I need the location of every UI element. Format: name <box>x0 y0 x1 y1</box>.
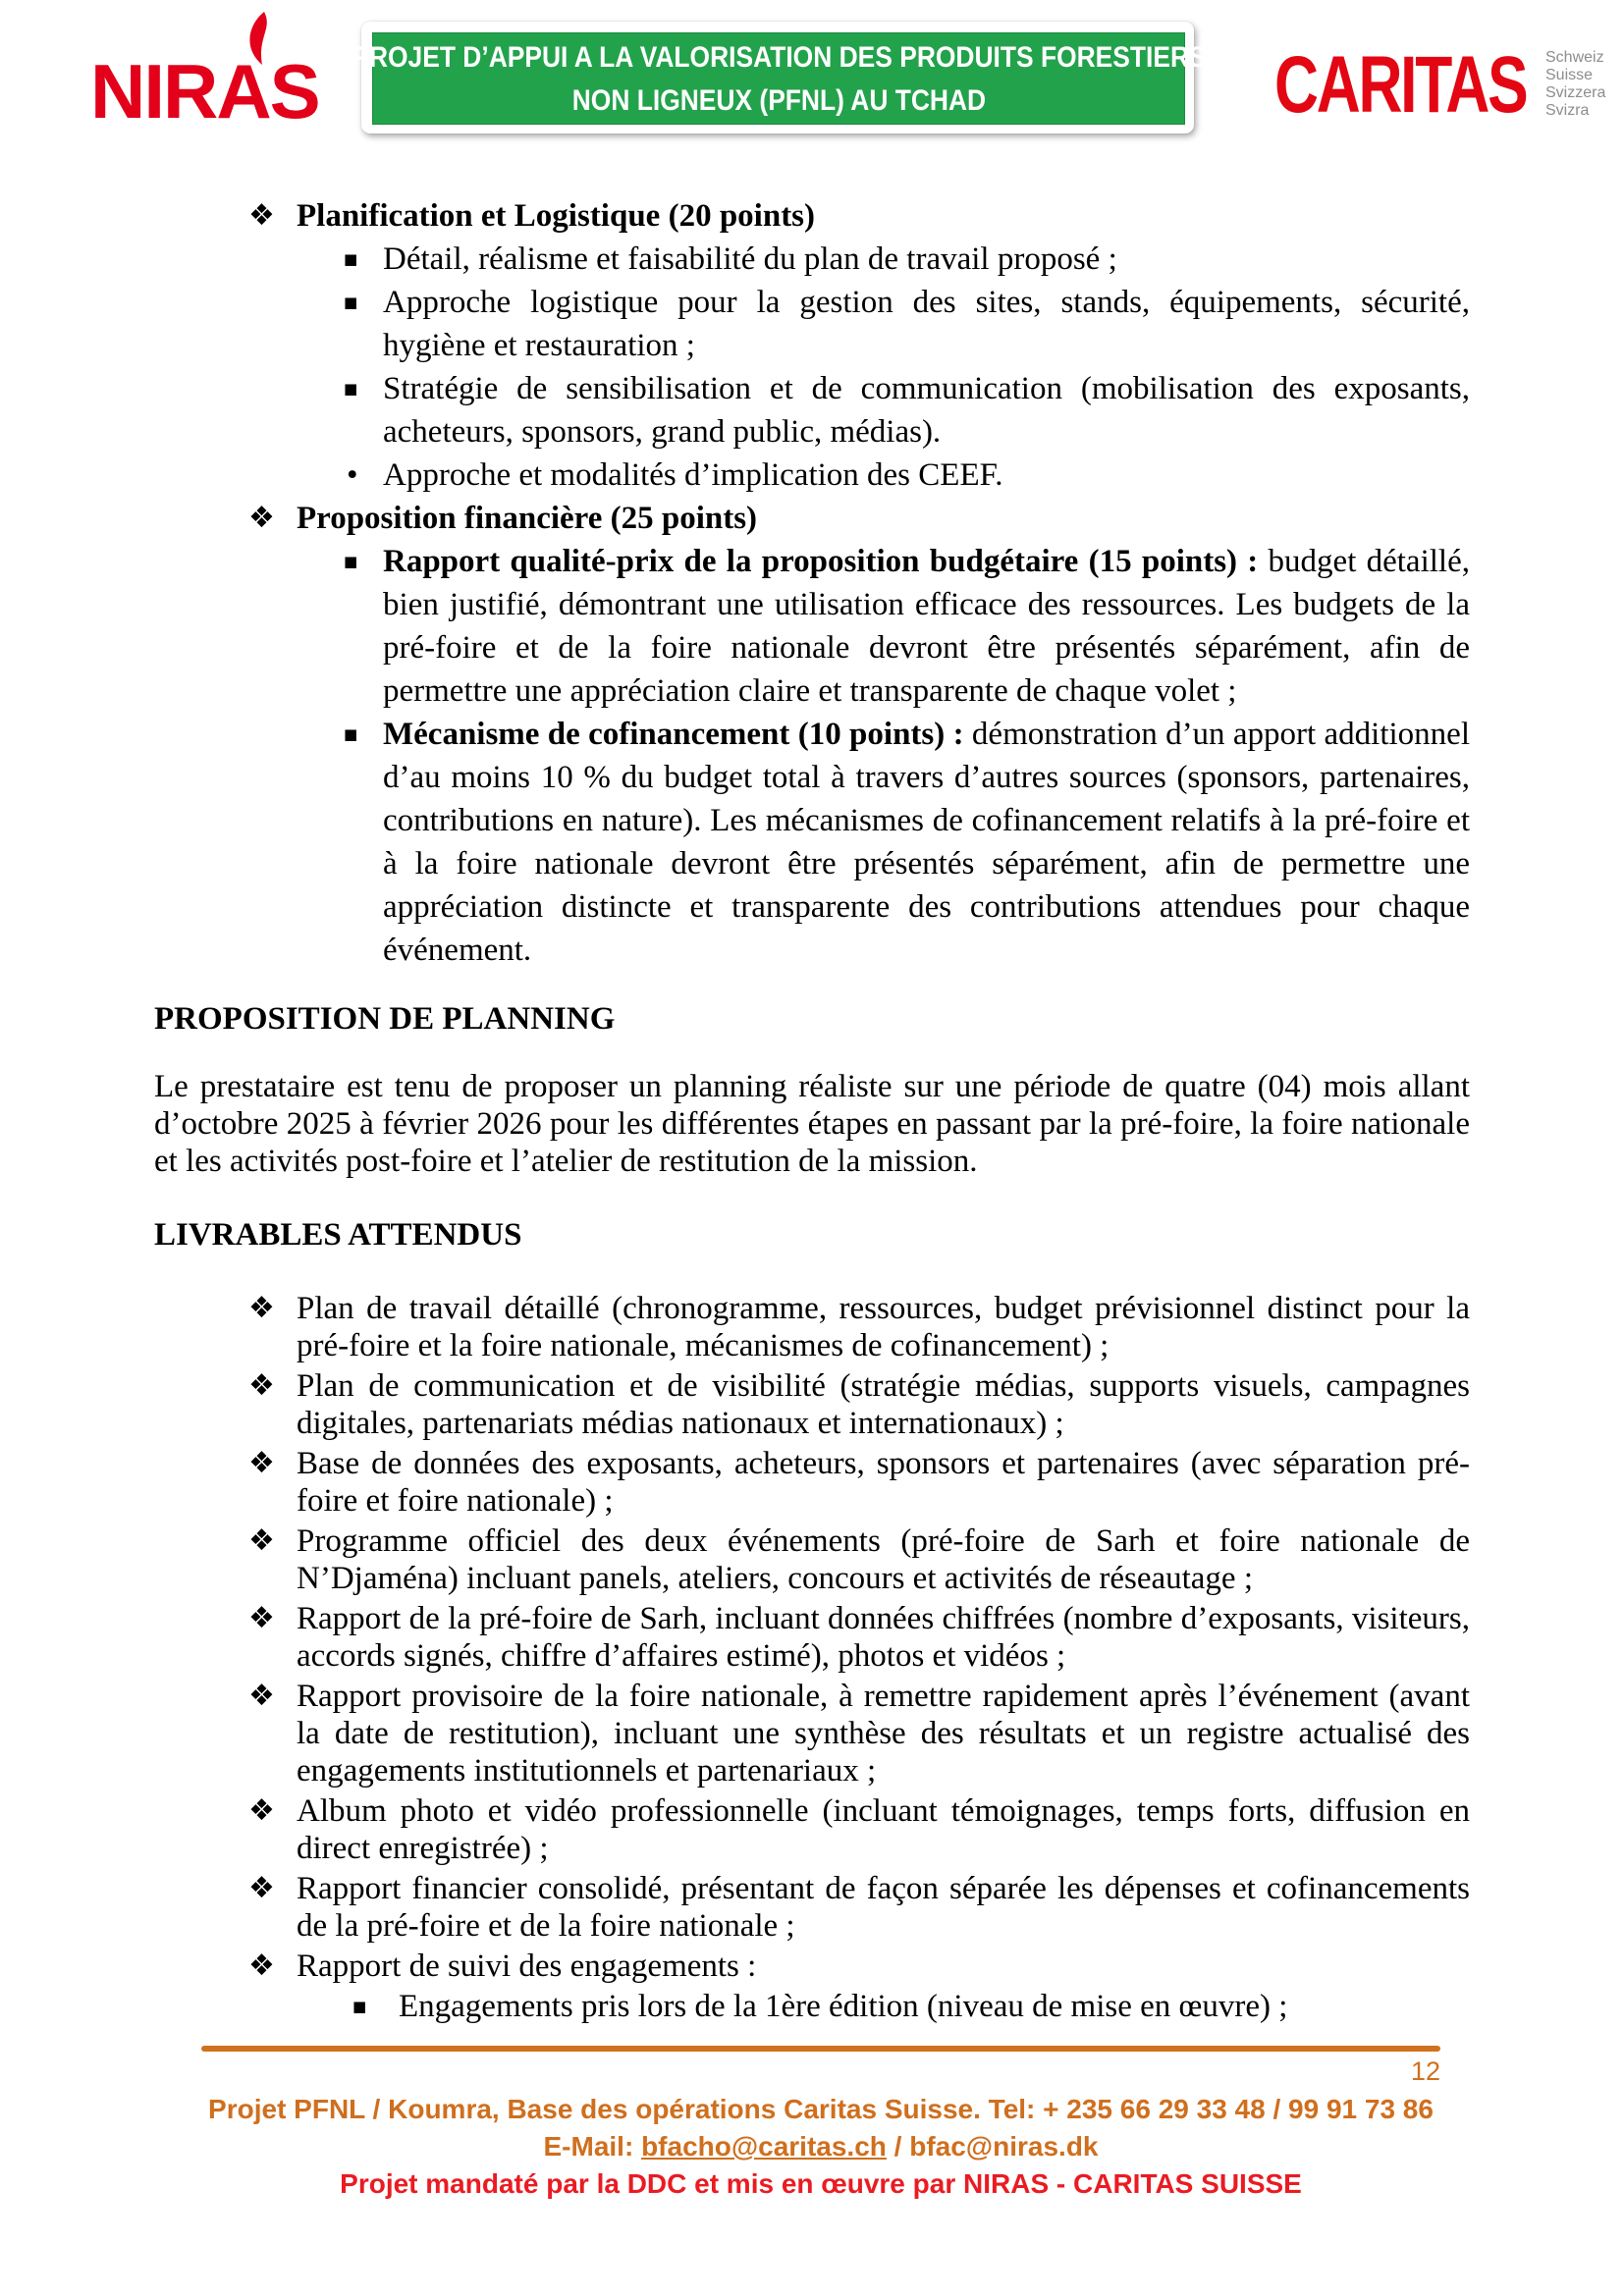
banner-title-line2: NON LIGNEUX (PFNL) AU TCHAD <box>571 83 986 117</box>
bullet-item-lead: Mécanisme de cofinancement (10 points) : <box>383 717 964 752</box>
list-item-text: Rapport de la pré-foire de Sarh, incluant données chiffrées (nombre d’exposants, visiteurs, accords signés, chiffre d’affaires estimé), photos et vidéos ; <box>297 1601 1470 1674</box>
banner-title-line1: PROJET D’APPUI A LA VALORISATION DES PRODUITS FORESTIERS <box>351 40 1207 74</box>
list-item <box>154 1948 1470 1985</box>
evaluation-criteria-section <box>154 194 1470 972</box>
diamond-bullet-icon: ❖ <box>248 1368 275 1403</box>
livrables-section-heading: LIVRABLES ATTENDUS <box>154 1217 522 1253</box>
footer-email-prefix: E-Mail: <box>543 2131 642 2162</box>
diamond-bullet-icon: ❖ <box>248 1949 275 1983</box>
square-bullet-icon: ■ <box>344 553 358 570</box>
caritas-logo-subtext <box>1545 49 1605 120</box>
footer-mandate-line: Projet mandaté par la DDC et mis en œuvre par NIRAS - CARITAS SUISSE <box>340 2168 1302 2199</box>
list-item-text: Rapport provisoire de la foire nationale, à remettre rapidement après l’événement (avant la date de restitution), incluant une synthèse des résultats et un registre actualisé des engagements institutionnels et partenariaux ; <box>297 1679 1470 1789</box>
footer-contact-line: Projet PFNL / Koumra, Base des opérations Caritas Suisse. Tel: + 235 66 29 33 48 / 99 91 73 86 <box>208 2094 1434 2124</box>
list-item <box>154 1870 1470 1945</box>
bullet-item-lead: Rapport qualité-prix de la proposition budgétaire (15 points) : <box>383 544 1259 579</box>
square-bullet-icon: ■ <box>344 380 358 398</box>
project-title-banner-inner <box>351 32 1207 125</box>
bullet-item-text: Approche logistique pour la gestion des sites, stands, équipements, sécurité, hygiène et restauration ; <box>383 285 1470 363</box>
bullet-item-text: budget détaillé, bien justifié, démontrant une utilisation efficace des ressources. Les budgets de la pré-foire et de la foire nationale devront être présentés séparément, afin de permettre une appréciation claire et transparente de chaque volet ; <box>383 544 1470 709</box>
square-bullet-icon: ■ <box>352 1998 367 2015</box>
footer-email-niras: bfac@niras.dk <box>909 2131 1099 2162</box>
bullet-item <box>154 540 1470 713</box>
list-item <box>154 1367 1470 1442</box>
bullet-item-text: Stratégie de sensibilisation et de communication (mobilisation des exposants, acheteurs, sponsors, grand public, médias). <box>383 371 1470 450</box>
bullet-item <box>154 281 1470 367</box>
footer-email-separator: / <box>886 2131 910 2162</box>
planification-heading-label: Planification et Logistique (20 points) <box>297 198 816 234</box>
footer-divider <box>201 2046 1440 2052</box>
diamond-bullet-icon: ❖ <box>248 1793 275 1828</box>
diamond-bullet-icon: ❖ <box>248 501 275 535</box>
page-footer <box>201 2046 1440 2201</box>
square-bullet-icon: ■ <box>344 250 358 268</box>
caritas-logo <box>1274 40 1606 130</box>
project-title-banner <box>351 22 1207 133</box>
footer-email-line <box>201 2130 1440 2163</box>
niras-logo-text: NIRAS <box>90 48 319 134</box>
diamond-bullet-icon: ❖ <box>248 1871 275 1905</box>
financiere-heading <box>154 497 1470 540</box>
caritas-sub-suisse: Suisse <box>1545 67 1594 83</box>
diamond-bullet-icon: ❖ <box>248 1679 275 1713</box>
caritas-sub-svizzera: Svizzera <box>1545 84 1606 101</box>
list-item-text: Plan de travail détaillé (chronogramme, ressources, budget prévisionnel distinct pour la pré-foire et la foire nationale, mécanismes de cofinancement) ; <box>297 1291 1470 1363</box>
list-item-text: Rapport de suivi des engagements : <box>297 1949 757 1984</box>
list-item-text: Base de données des exposants, acheteurs, sponsors et partenaires (avec séparation pré-foire et foire nationale) ; <box>297 1446 1470 1519</box>
document-body <box>154 194 1470 2025</box>
list-sub-item <box>154 1988 1470 2025</box>
square-bullet-icon: ■ <box>344 725 358 743</box>
caritas-sub-svizra: Svizra <box>1545 102 1590 119</box>
page-number: 12 <box>1410 2056 1440 2086</box>
bullet-item <box>154 454 1470 497</box>
diamond-bullet-icon: ❖ <box>248 198 275 233</box>
list-item <box>154 1678 1470 1789</box>
financiere-heading-label: Proposition financière (25 points) <box>297 501 758 536</box>
square-bullet-icon: ■ <box>344 294 358 311</box>
caritas-logo-text: CARITAS <box>1274 40 1527 130</box>
list-item <box>154 1600 1470 1675</box>
list-item-text: Rapport financier consolidé, présentant de façon séparée les dépenses et cofinancements de la pré-foire et de la foire nationale ; <box>297 1871 1470 1944</box>
bullet-item <box>154 713 1470 972</box>
caritas-sub-schweiz: Schweiz <box>1545 49 1604 66</box>
list-item-text: Programme officiel des deux événements (pré-foire de Sarh et foire nationale de N’Djaména) incluant panels, ateliers, concours et activités de réseautage ; <box>297 1523 1470 1596</box>
bullet-item-text: Détail, réalisme et faisabilité du plan de travail proposé ; <box>383 241 1117 277</box>
bullet-item-text: démonstration d’un apport additionnel d’au moins 10 % du budget total à travers d’autres sources (sponsors, partenaires, contributions en nature). Les mécanismes de cofinancement relatifs à la pré-foire et à la foire nationale devront être présentés séparément, afin de permettre une appréciation distincte et transparente des contributions attendues pour chaque événement. <box>383 717 1471 968</box>
bullet-item <box>154 367 1470 454</box>
footer-email-link-caritas[interactable]: bfacho@caritas.ch <box>641 2131 887 2162</box>
diamond-bullet-icon: ❖ <box>248 1446 275 1480</box>
planification-heading <box>154 194 1470 238</box>
niras-logo <box>90 12 336 132</box>
planning-section-heading: PROPOSITION DE PLANNING <box>154 1001 616 1037</box>
list-item <box>154 1445 1470 1520</box>
list-item <box>154 1290 1470 1364</box>
list-sub-item-text: Engagements pris lors de la 1ère édition (niveau de mise en œuvre) ; <box>399 1989 1288 2024</box>
bullet-item-text: Approche et modalités d’implication des CEEF. <box>383 457 1003 493</box>
diamond-bullet-icon: ❖ <box>248 1291 275 1325</box>
diamond-bullet-icon: ❖ <box>248 1601 275 1635</box>
list-item-text: Album photo et vidéo professionnelle (incluant témoignages, temps forts, diffusion en direct enregistrée) ; <box>297 1793 1470 1866</box>
planning-paragraph: Le prestataire est tenu de proposer un planning réaliste sur une période de quatre (04) mois allant d’octobre 2025 à février 2026 pour les différentes étapes en passant par la pré-foire, la foire nationale et les activités post-foire et l’atelier de restitution de la mission. <box>154 1069 1470 1179</box>
dot-bullet-icon: • <box>347 457 358 493</box>
livrables-list <box>154 1290 1470 2025</box>
list-item <box>154 1522 1470 1597</box>
list-item-text: Plan de communication et de visibilité (stratégie médias, supports visuels, campagnes digitales, partenariats médias nationaux et internationaux) ; <box>297 1368 1470 1441</box>
page-header <box>0 0 1624 157</box>
list-item <box>154 1792 1470 1867</box>
bullet-item <box>154 238 1470 281</box>
diamond-bullet-icon: ❖ <box>248 1523 275 1558</box>
